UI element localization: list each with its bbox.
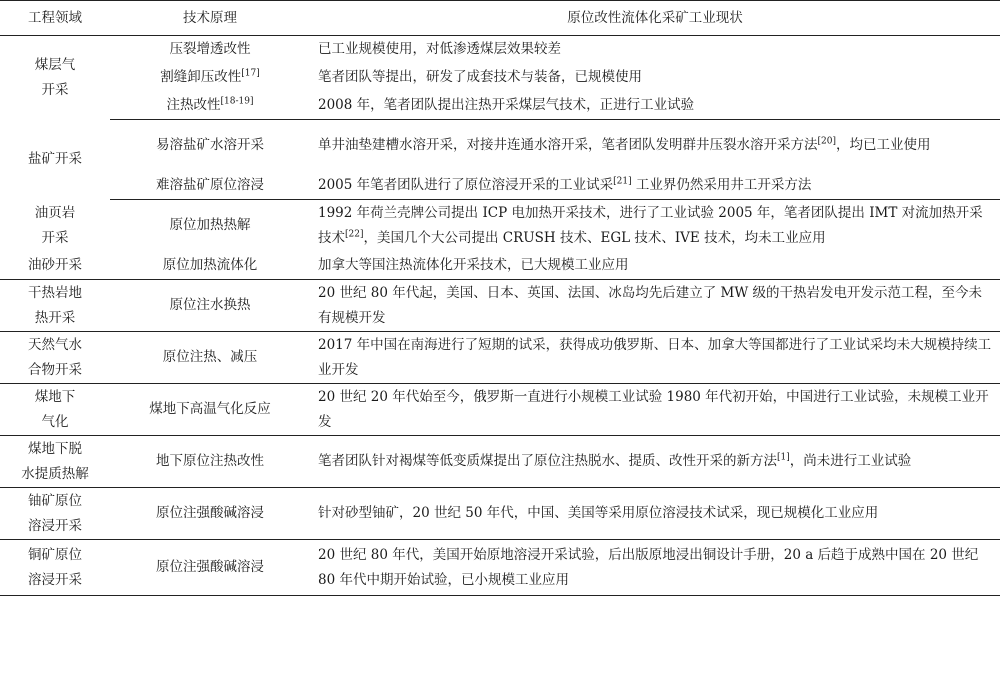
- engineering-field-cell: 铀矿原位 溶浸开采: [0, 488, 110, 540]
- technical-principle-cell: 原位注强酸碱溶浸: [110, 488, 310, 540]
- technical-principle-cell: 难溶盐矿原位溶浸: [110, 172, 310, 200]
- industrial-status-cell: 20 世纪 80 年代，美国开始原地溶浸开采试验，后出版原地浸出铜设计手册，20 a 后趋于成熟中国在 20 世纪 80 年代中期开始试验，已小规模工业应用: [310, 540, 1000, 596]
- technical-principle-cell: 原位注水换热: [110, 280, 310, 332]
- header-row: [0, 1, 1000, 36]
- engineering-field-cell: 油砂开采: [0, 252, 110, 280]
- technical-principle-cell: 注热改性[18-19]: [110, 92, 310, 120]
- industrial-status-cell: 针对砂型铀矿，20 世纪 50 年代，中国、美国等采用原位溶浸技术试采，现已规模化工业应用: [310, 488, 1000, 540]
- industrial-status-cell: 已工业规模使用，对低渗透煤层效果较差: [318, 41, 561, 58]
- table-row: [0, 200, 1000, 252]
- industrial-status-cell: 20 世纪 20 年代始至今，俄罗斯一直进行小规模工业试验 1980 年代初开始，中国进行工业试验，未规模工业开发: [310, 384, 1000, 436]
- engineering-field-cell: 煤地下 气化: [0, 384, 110, 436]
- industrial-status-cell: 1992 年荷兰壳牌公司提出 ICP 电加热开采技术，进行了工业试验 2005 年，笔者团队提出 IMT 对流加热开采技术[22]，美国几个大公司提出 CRUSH 技术、EGL 技术、IVE 技术，均未工业应用: [318, 204, 983, 246]
- table-row: [0, 332, 1000, 384]
- table-row: [0, 36, 1000, 64]
- industrial-status-cell: 加拿大等国注热流体化开采技术，已大规模工业应用: [310, 252, 1000, 280]
- citation-ref: [21]: [613, 176, 632, 187]
- table-row: [0, 64, 1000, 92]
- technical-principle-cell: 原位加热流体化: [110, 252, 310, 280]
- engineering-field-cell: 铜矿原位 溶浸开采: [0, 540, 110, 596]
- technical-principle-cell: 原位加热热解: [169, 217, 251, 234]
- industrial-status-cell: 20 世纪 80 年代起，美国、日本、英国、法国、冰岛均先后建立了 MW 级的干热岩发电开发示范工程，至今未有规模开发: [310, 280, 1000, 332]
- engineering-field-cell: 煤地下脱 水提质热解: [0, 436, 110, 488]
- header-field: 工程领域: [0, 1, 110, 36]
- engineering-field-cell: 盐矿开采: [28, 151, 82, 167]
- technical-principle-cell: 易溶盐矿水溶开采: [156, 137, 264, 154]
- technical-principle-cell: 压裂增透改性: [169, 41, 251, 58]
- engineering-field-cell: 油页岩 开采: [34, 204, 76, 246]
- technical-principle-cell: 煤地下高温气化反应: [110, 384, 310, 436]
- table-row: [0, 436, 1000, 488]
- header-principle: 技术原理: [110, 1, 310, 36]
- engineering-field-cell: 干热岩地 热开采: [0, 280, 110, 332]
- table-row: [0, 384, 1000, 436]
- technical-principle-cell: 原位注热、减压: [110, 332, 310, 384]
- industrial-status-cell: 2008 年，笔者团队提出注热开采煤层气技术，正进行工业试验: [310, 92, 1000, 120]
- industrial-status-cell: 2017 年中国在南海进行了短期的试采，获得成功俄罗斯、日本、加拿大等国都进行了工业试采均未大规模持续工业开发: [310, 332, 1000, 384]
- table-row: [0, 488, 1000, 540]
- table-row: [0, 120, 1000, 172]
- engineering-field-cell: 煤层气 开采: [34, 56, 76, 98]
- table-row: [0, 252, 1000, 280]
- citation-ref: [17]: [241, 68, 260, 79]
- table-row: [0, 172, 1000, 200]
- industrial-status-cell: 2005 年笔者团队进行了原位溶浸开采的工业试采[21] 工业界仍然采用井工开采方法: [310, 172, 1000, 200]
- citation-ref: [22]: [345, 229, 364, 240]
- engineering-field-cell: 天然气水 合物开采: [0, 332, 110, 384]
- citation-ref: [20]: [817, 136, 836, 147]
- header-status: 原位改性流体化采矿工业现状: [310, 1, 1000, 36]
- table-row: [0, 92, 1000, 120]
- industrial-status-cell: 单井油垫建槽水溶开采，对接井连通水溶开采，笔者团队发明群井压裂水溶开采方法[20]，均已工业使用: [318, 136, 931, 154]
- industrial-status-cell: 笔者团队等提出，研发了成套技术与装备，已规模使用: [318, 69, 642, 85]
- technical-principle-cell: 地下原位注热改性: [110, 436, 310, 488]
- technical-principle-cell: 割缝卸压改性[17]: [160, 68, 260, 85]
- industrial-status-cell: 笔者团队针对褐煤等低变质煤提出了原位注热脱水、提质、改性开采的新方法[1]，尚未进行工业试验: [310, 436, 1000, 488]
- citation-ref: [1]: [777, 452, 790, 463]
- table-body: [0, 36, 1000, 596]
- table-row: [0, 280, 1000, 332]
- table-row: [0, 540, 1000, 596]
- citation-ref: [18-19]: [220, 96, 254, 107]
- technical-principle-cell: 原位注强酸碱溶浸: [110, 540, 310, 596]
